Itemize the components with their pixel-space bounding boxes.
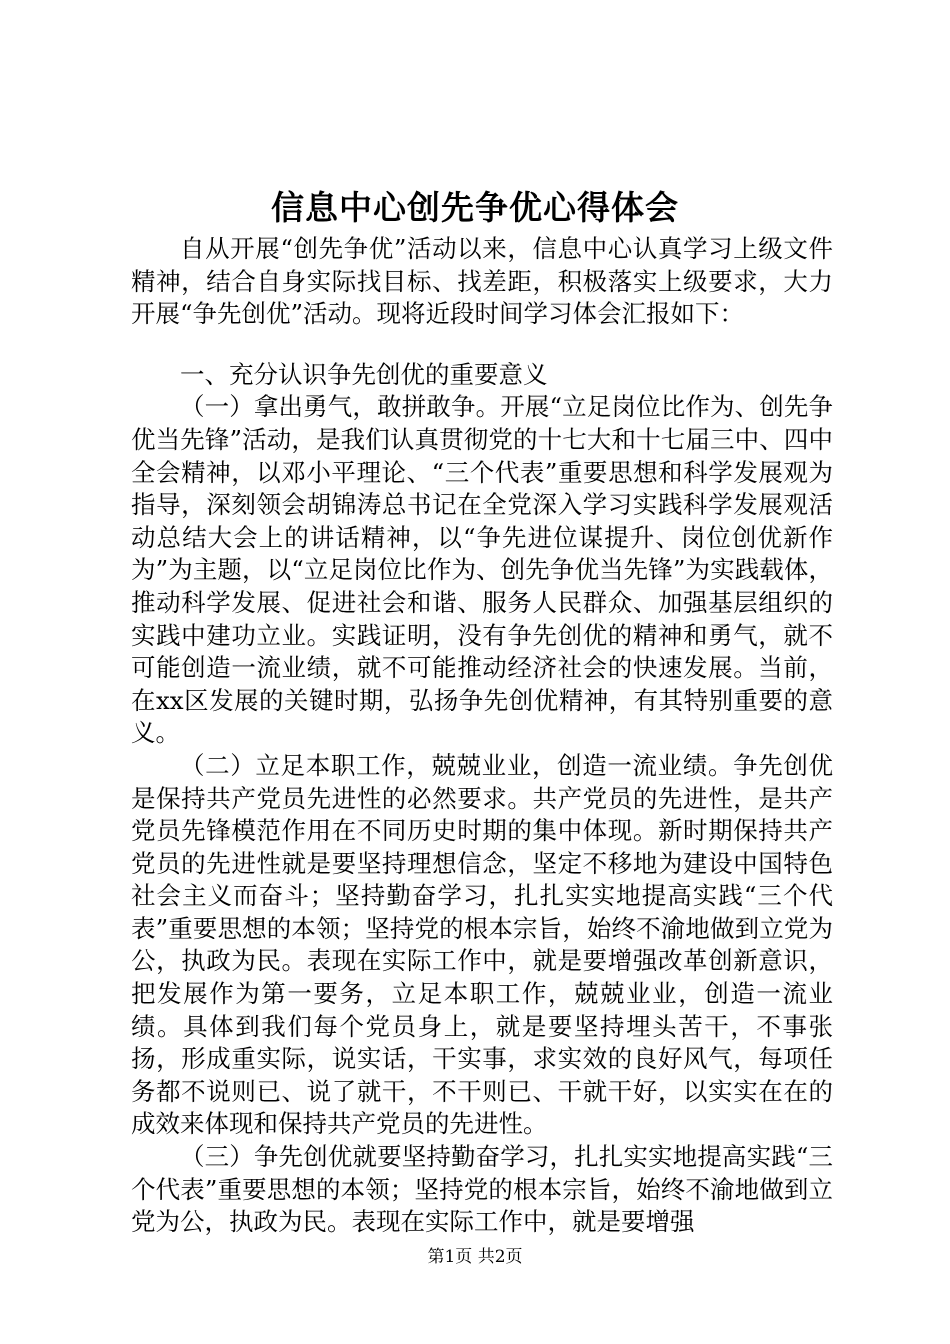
document-title: 信息中心创先争优心得体会: [271, 188, 679, 227]
section-heading: 一、充分认识争先创优的重要意义: [180, 359, 548, 389]
page-footer: 第1页 共2页: [427, 1247, 523, 1267]
document-body: [131, 233, 833, 1239]
intro-paragraph: 自从开展“创先争优”活动以来，信息中心认真学习上级文件精神，结合自身实际找目标、找差距，积极落实上级要求，大力开展“争先创优”活动。现将近段时间学习体会汇报如下：: [131, 234, 833, 329]
body-paragraph-1: （一）拿出勇气，敢拼敢争。开展“立足岗位比作为、创先争优当先锋”活动，是我们认真贯彻党的十七大和十七届三中、四中全会精神，以邓小平理论、“三个代表”重要思想和科学发展观为指导，深刻领会胡锦涛总书记在全党深入学习实践科学发展观活动总结大会上的讲话精神，以“争先进位谋提升、岗位创优新作为”为主题，以“立足岗位比作为、创先争优当先锋”为实践载体，推动科学发展、促进社会和谐、服务人民群众、加强基层组织的实践中建功立业。实践证明，没有争先创优的精神和勇气，就不可能创造一流业绩，就不可能推动经济社会的快速发展。当前，在xx区发展的关键时期，弘扬争先创优精神，有其特别重要的意义。: [131, 392, 833, 748]
body-paragraph-2: （二）立足本职工作，兢兢业业，创造一流业绩。争先创优是保持共产党员先进性的必然要求。共产党员的先进性，是共产党员先锋模范作用在不同历史时期的集中体现。新时期保持共产党员的先进性就是要坚持理想信念，坚定不移地为建设中国特色社会主义而奋斗；坚持勤奋学习，扎扎实实地提高实践“三个代表”重要思想的本领；坚持党的根本宗旨，始终不渝地做到立党为公，执政为民。表现在实际工作中，就是要增强改革创新意识，把发展作为第一要务，立足本职工作，兢兢业业，创造一流业绩。具体到我们每个党员身上，就是要坚持埋头苦干，不事张扬，形成重实际，说实话，干实事，求实效的良好风气，每项任务都不说则已、说了就干，不干则已、干就干好，以实实在在的成效来体现和保持共产党员的先进性。: [131, 750, 833, 1139]
body-paragraph-3: （三）争先创优就要坚持勤奋学习，扎扎实实地提高实践“三个代表”重要思想的本领；坚持党的根本宗旨，始终不渝地做到立党为公，执政为民。表现在实际工作中，就是要增强: [131, 1142, 833, 1237]
